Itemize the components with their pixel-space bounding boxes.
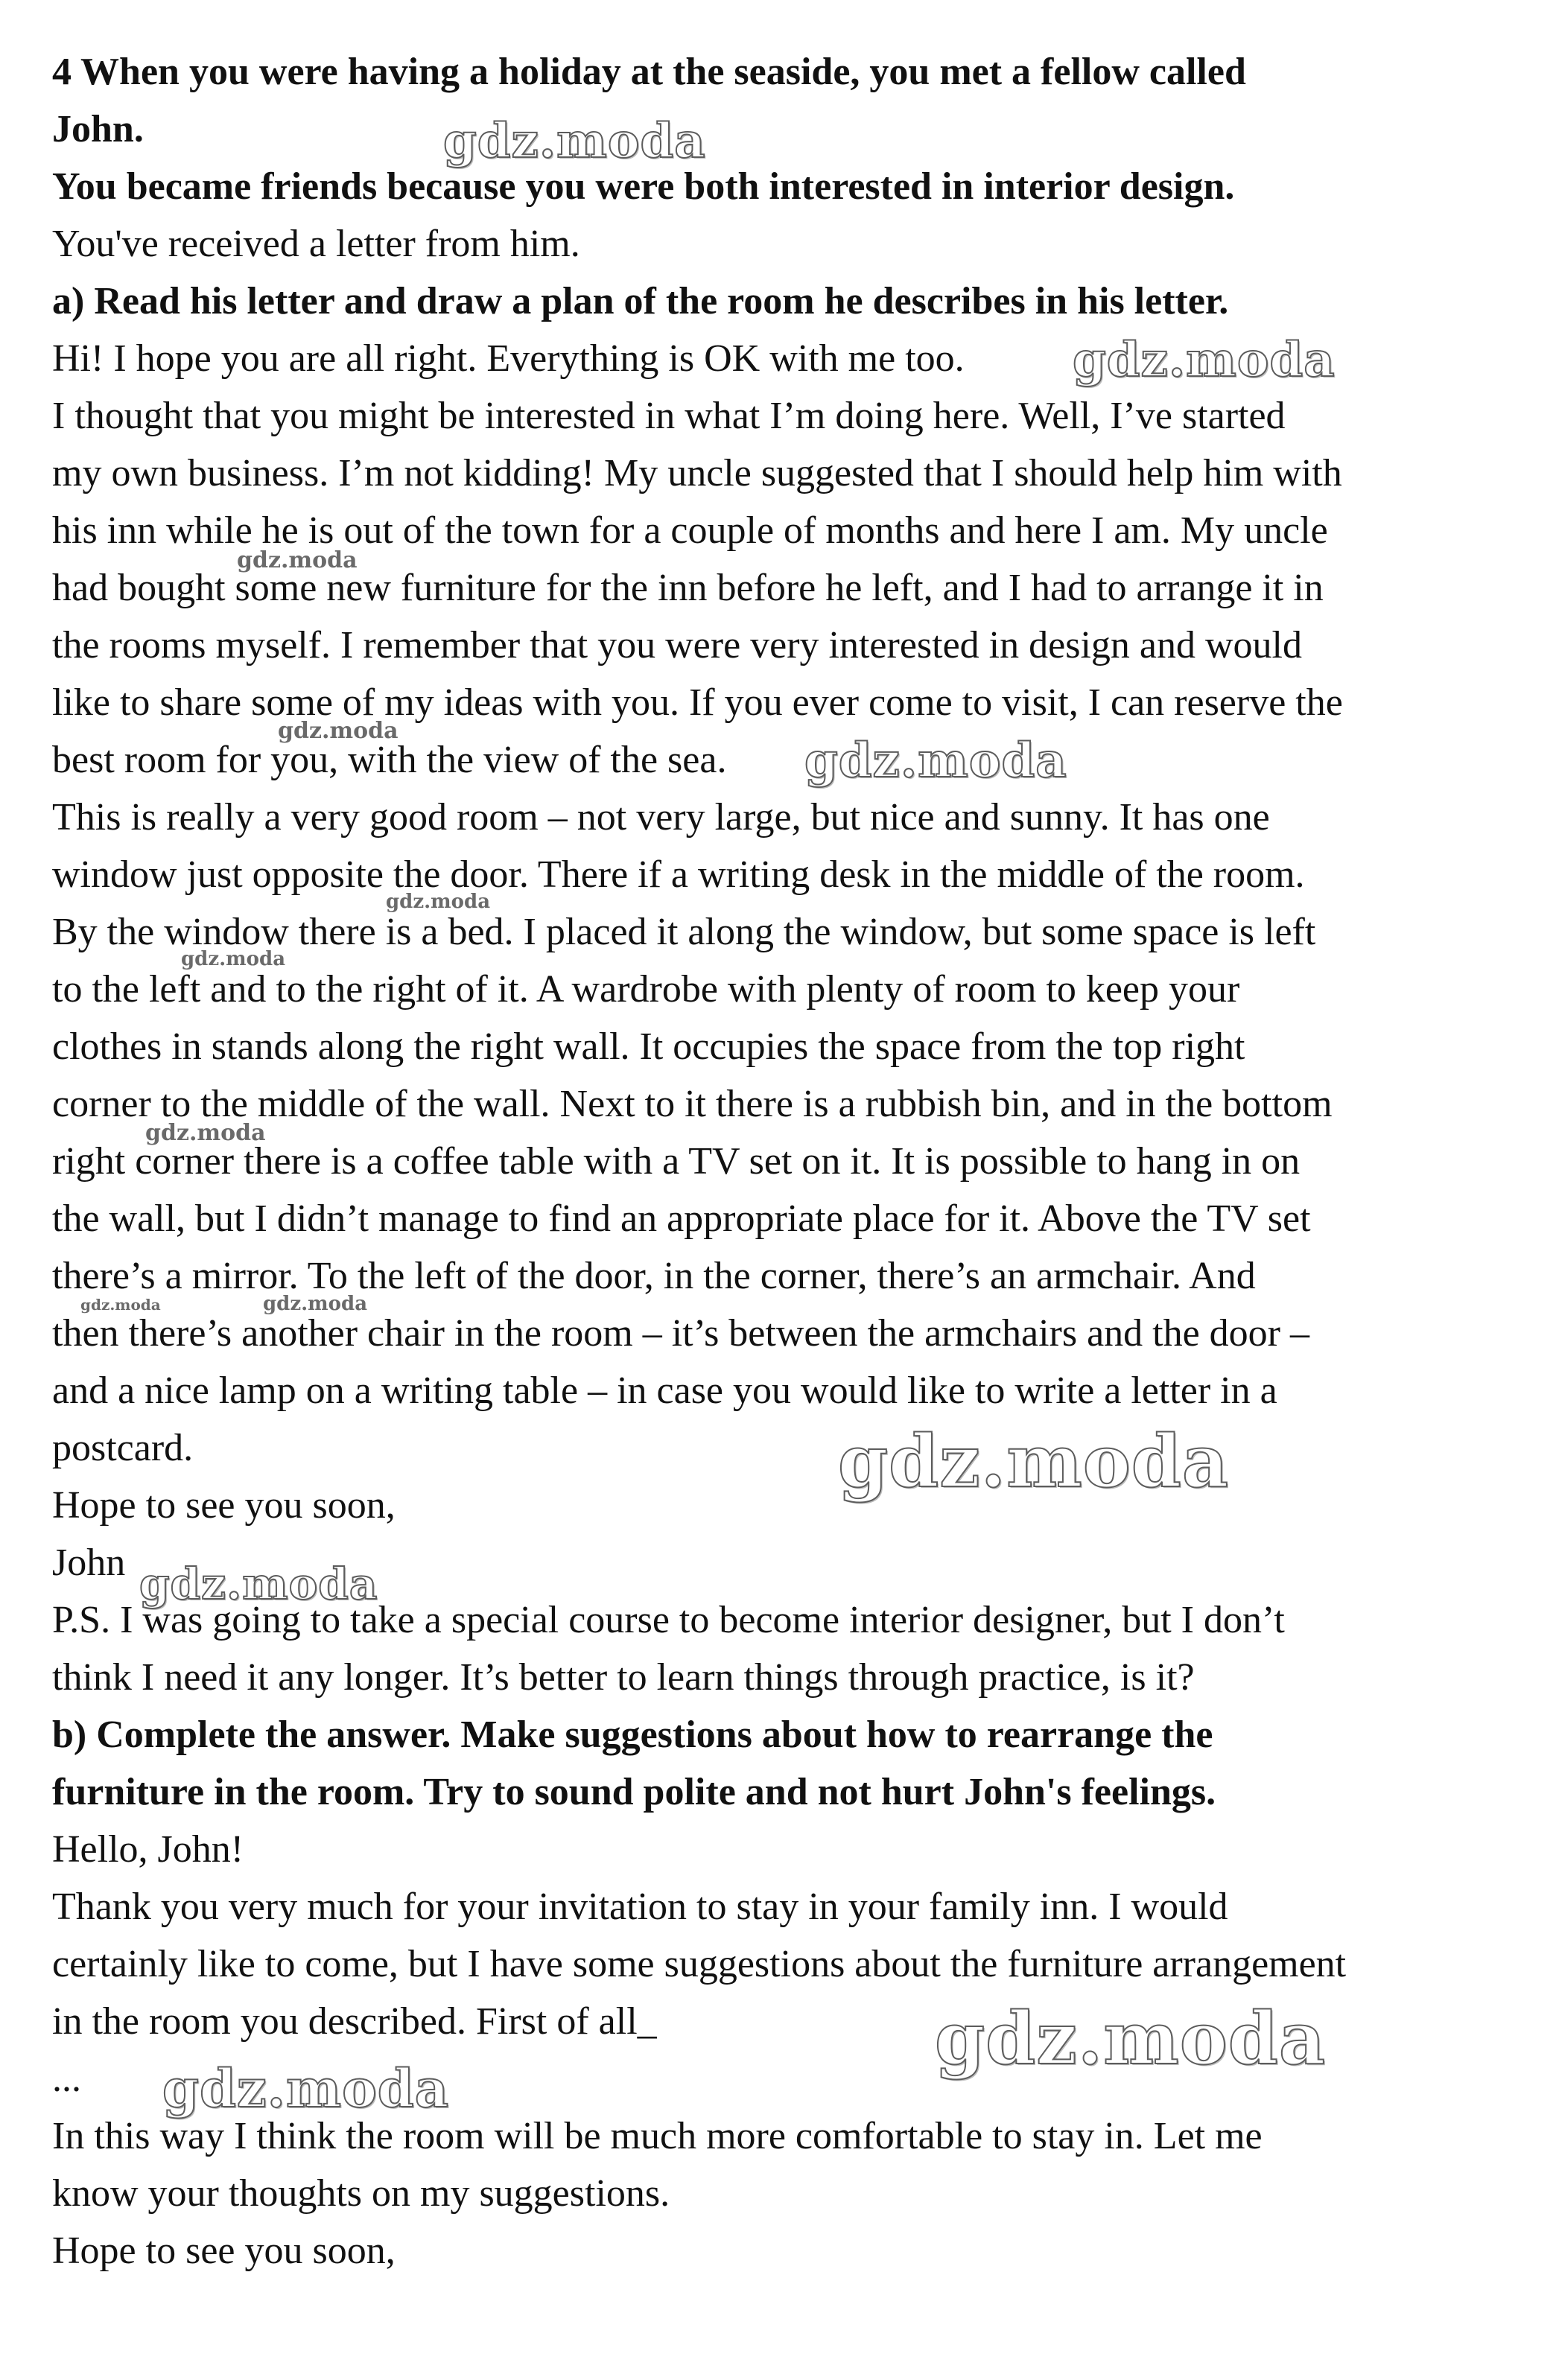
watermark: gdz.moda — [278, 718, 398, 744]
letter-line: and a nice lamp on a writing table – in case you would like to write a letter in a — [52, 1369, 1277, 1412]
letter-postscript-cont: think I need it any longer. It’s better to learn things through practice, is it? — [52, 1656, 1195, 1699]
letter-line: the wall, but I didn’t manage to find an appropriate place for it. Above the TV set — [52, 1197, 1311, 1240]
watermark: gdz.moda — [237, 547, 358, 573]
answer-line: Thank you very much for your invitation to stay in your family inn. I would — [52, 1886, 1228, 1928]
letter-line: I thought that you might be interested in what I’m doing here. Well, I’ve started — [52, 395, 1286, 437]
watermark: gdz.moda — [181, 948, 286, 970]
letter-line: the rooms myself. I remember that you were very interested in design and would — [52, 624, 1302, 666]
watermark: gdz.moda — [263, 1293, 368, 1315]
letter-line: corner to the middle of the wall. Next to it there is a rubbish bin, and in the bottom — [52, 1083, 1333, 1125]
answer-line: know your thoughts on my suggestions. — [52, 2172, 670, 2215]
watermark: gdz.moda — [935, 1996, 1327, 2081]
letter-line: right corner there is a coffee table with a TV set on it. It is possible to hang in on — [52, 1140, 1301, 1183]
watermark: gdz.moda — [145, 1120, 266, 1146]
watermark: gdz.moda — [838, 1419, 1230, 1504]
answer-line: In this way I think the room will be much more comfortable to stay in. Let me — [52, 2115, 1263, 2157]
watermark: gdz.moda — [162, 2058, 450, 2119]
answer-ellipsis: ... — [52, 2058, 81, 2100]
letter-line: By the window there is a bed. I placed it along the window, but some space is left — [52, 911, 1316, 953]
letter-postscript: P.S. I was going to take a special course to become interior designer, but I don’t — [52, 1599, 1285, 1641]
exercise-heading-cont: John. — [52, 108, 144, 150]
answer-line: certainly like to come, but I have some suggestions about the furniture arrangement — [52, 1943, 1347, 1985]
letter-line: to the left and to the right of it. A wardrobe with plenty of room to keep your — [52, 968, 1240, 1011]
answer-greeting: Hello, John! — [52, 1828, 244, 1871]
watermark: gdz.moda — [1073, 332, 1336, 388]
letter-signature: John — [52, 1541, 126, 1584]
letter-line: clothes in stands along the right wall. It occupies the space from the top right — [52, 1025, 1245, 1068]
exercise-context-line: You've received a letter from him. — [52, 223, 580, 265]
letter-line: then there’s another chair in the room – it’s between the armchairs and the door – — [52, 1312, 1309, 1355]
letter-line: his inn while he is out of the town for a couple of months and here I am. My uncle — [52, 509, 1328, 552]
watermark: gdz.moda — [443, 113, 706, 169]
letter-closing: Hope to see you soon, — [52, 1484, 396, 1527]
letter-line: This is really a very good room – not very large, but nice and sunny. It has one — [52, 796, 1270, 839]
letter-line: my own business. I’m not kidding! My uncle suggested that I should help him with — [52, 452, 1342, 494]
answer-line: in the room you described. First of all_ — [52, 2000, 657, 2043]
letter-line: had bought some new furniture for the inn before he left, and I had to arrange it in — [52, 567, 1324, 609]
watermark: gdz.moda — [386, 891, 491, 913]
letter-line: like to share some of my ideas with you. If you ever come to visit, I can reserve the — [52, 681, 1343, 724]
answer-closing: Hope to see you soon, — [52, 2230, 396, 2272]
letter-line: best room for you, with the view of the sea. — [52, 739, 727, 781]
watermark: gdz.moda — [139, 1559, 378, 1609]
exercise-context: You became friends because you were both interested in interior design. — [52, 165, 1235, 208]
watermark: gdz.moda — [804, 733, 1067, 789]
watermark: gdz.moda — [80, 1296, 161, 1314]
letter-line: window just opposite the door. There if a writing desk in the middle of the room. — [52, 853, 1305, 896]
task-b-instruction: b) Complete the answer. Make suggestions about how to rearrange the — [52, 1714, 1213, 1756]
task-a-instruction: a) Read his letter and draw a plan of the room he describes in his letter. — [52, 280, 1229, 322]
exercise-heading: 4 When you were having a holiday at the seaside, you met a fellow called — [52, 51, 1246, 93]
letter-greeting: Hi! I hope you are all right. Everything is OK with me too. — [52, 337, 965, 380]
letter-line: postcard. — [52, 1427, 194, 1469]
letter-line: there’s a mirror. To the left of the door, in the corner, there’s an armchair. And — [52, 1255, 1256, 1297]
task-b-instruction-cont: furniture in the room. Try to sound polite and not hurt John's feelings. — [52, 1771, 1216, 1813]
